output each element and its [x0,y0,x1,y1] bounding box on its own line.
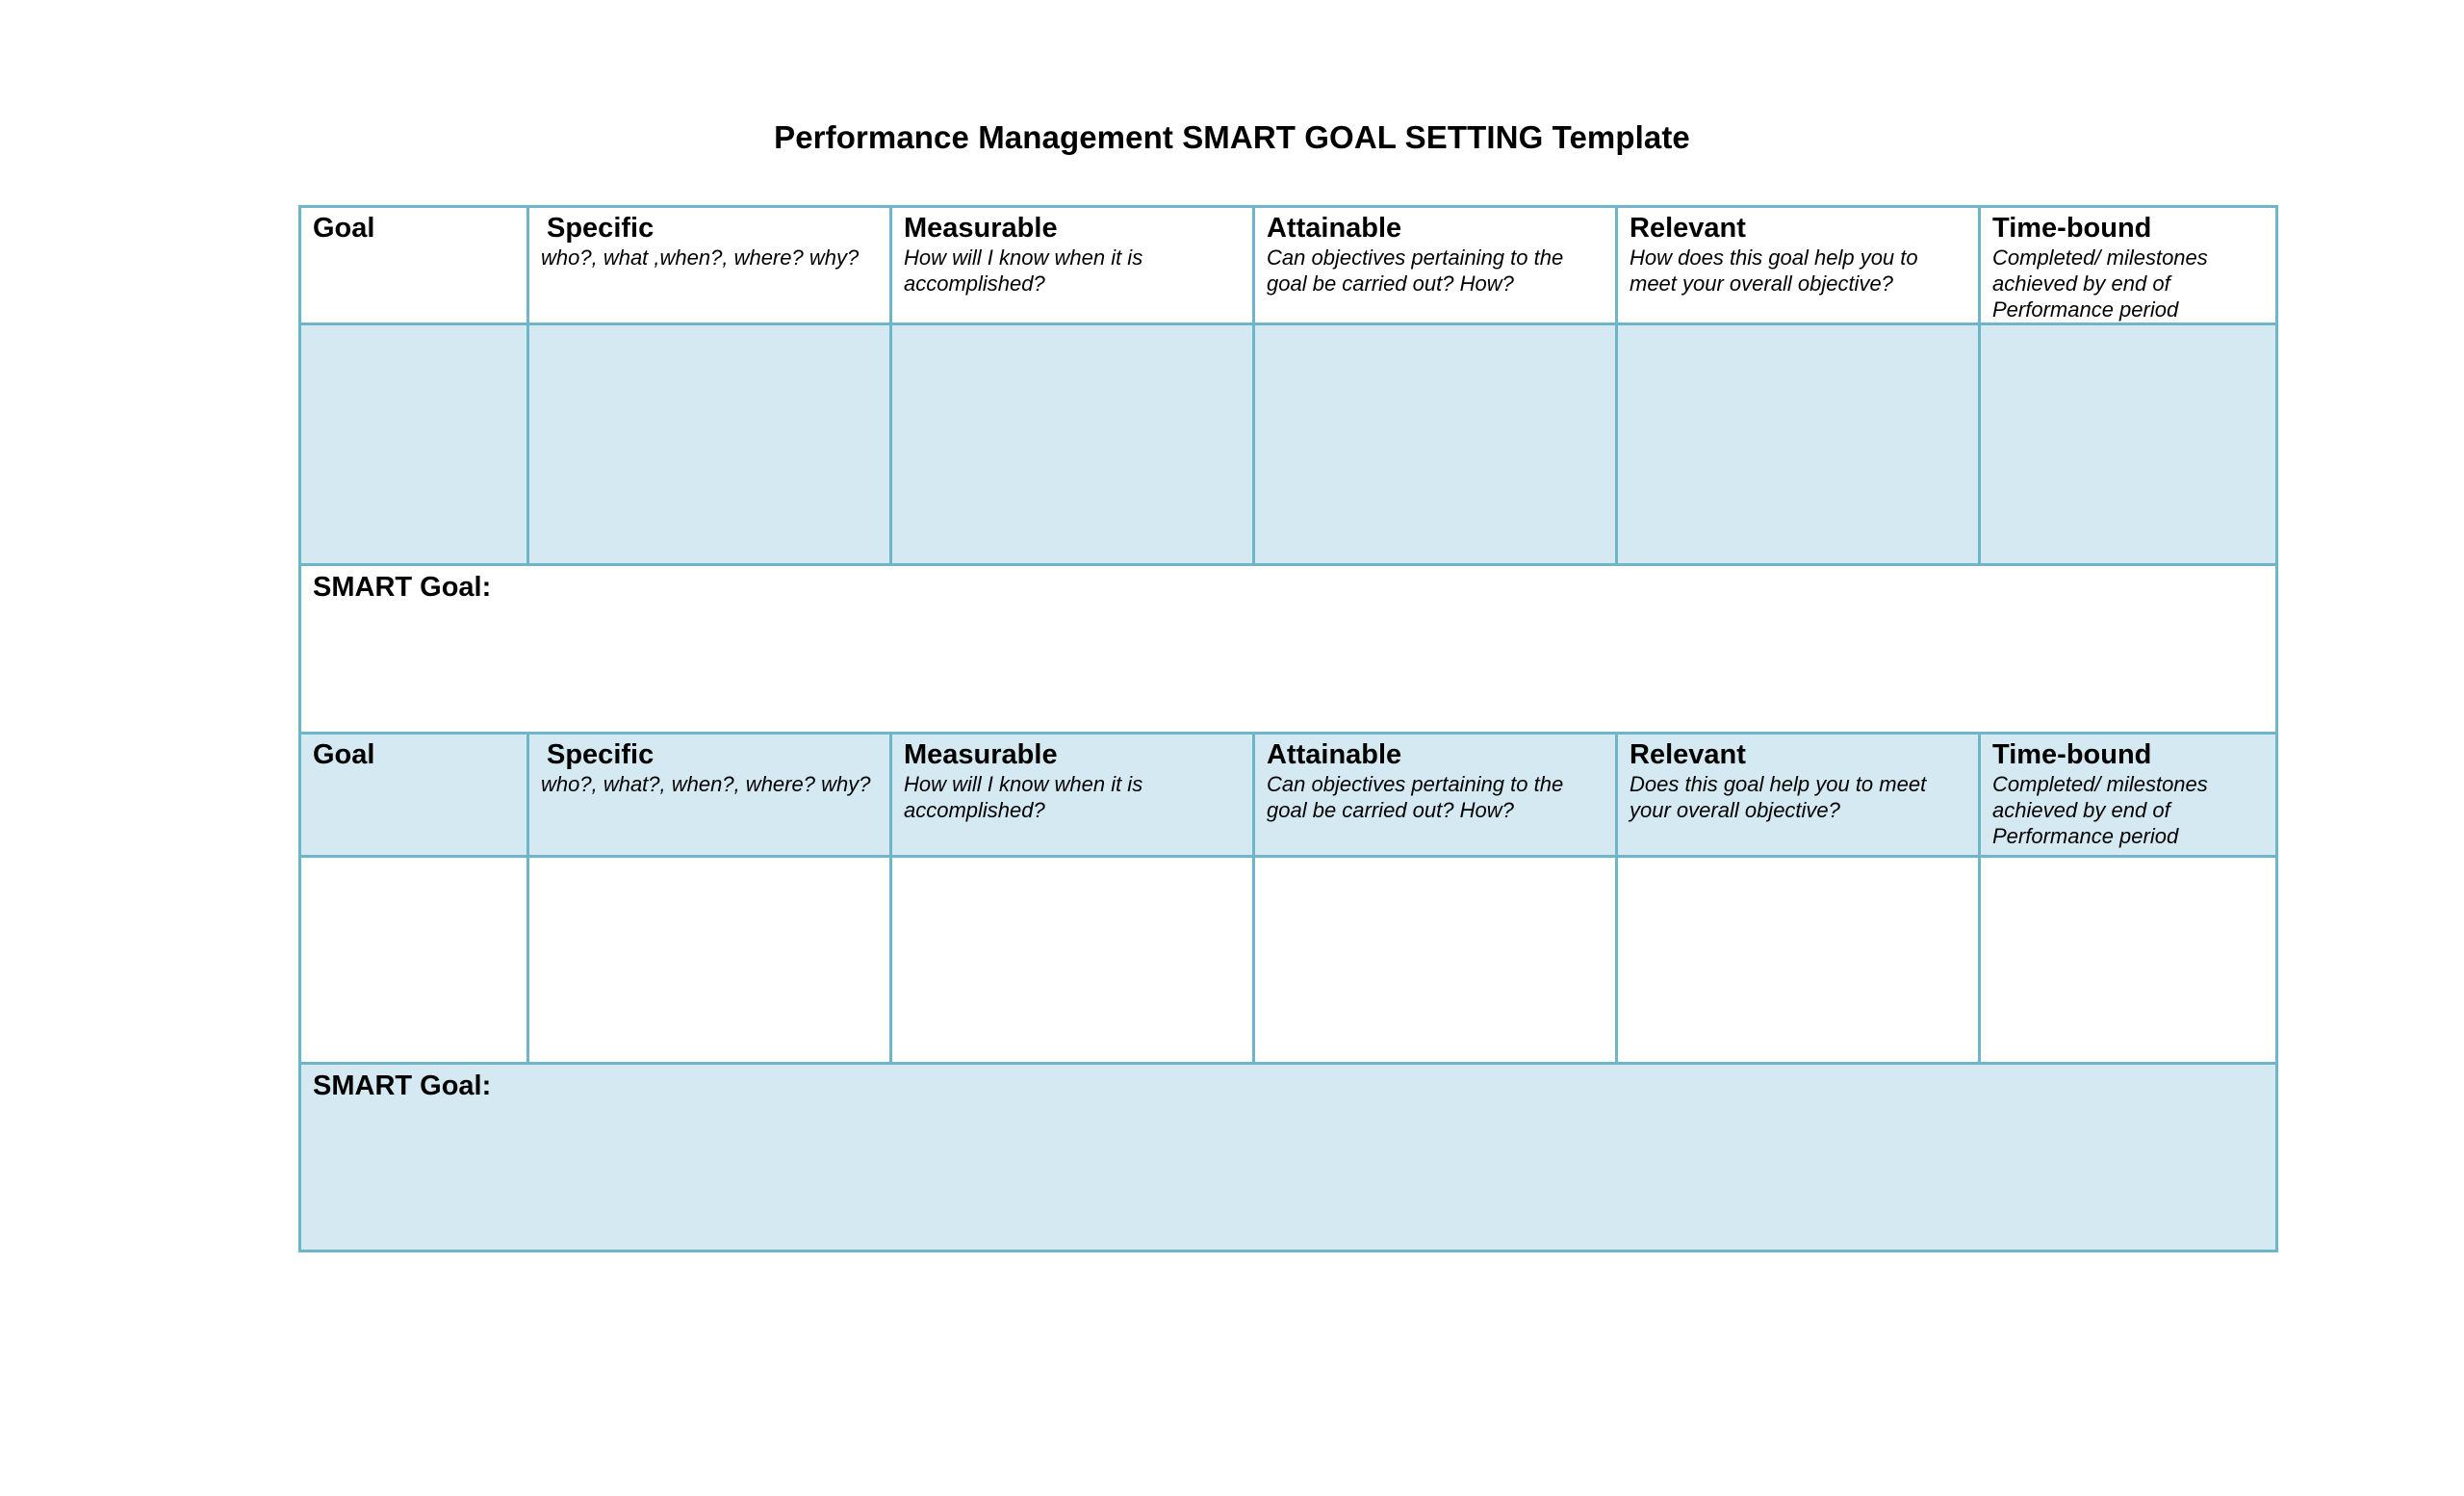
section2-attainable-cell[interactable] [1254,857,1617,1064]
smart-goal-label: SMART Goal: [313,1070,492,1101]
section1-header-row [300,207,2277,324]
section1-time-bound-cell[interactable] [1980,324,2277,565]
header-subtitle: How does this goal help you to meet your overall objective? [1630,245,1918,296]
header-title: Relevant [1630,739,1746,770]
header-title: Attainable [1267,739,1402,770]
header-subtitle: Does this goal help you to meet your overall objective? [1630,772,1927,822]
header-title: Specific [547,213,654,244]
section1-header-measurable [891,207,1254,324]
section2-time-bound-cell[interactable] [1980,857,2277,1064]
header-title: Specific [547,739,654,770]
section1-attainable-cell[interactable] [1254,324,1617,565]
header-title: Measurable [904,739,1058,770]
smart-goal-table [298,205,2278,1252]
header-title: Time-bound [1992,739,2152,770]
section1-smart-goal-cell[interactable] [300,565,2277,734]
section1-header-specific [528,207,891,324]
section1-specific-cell[interactable] [528,324,891,565]
section2-smart-goal-cell[interactable] [300,1064,2277,1251]
header-title: Goal [313,213,375,244]
section2-measurable-cell[interactable] [891,857,1254,1064]
header-subtitle: How will I know when it is accomplished? [904,772,1143,822]
section2-header-time-bound [1980,734,2277,857]
header-title: Goal [313,739,375,770]
section2-header-attainable [1254,734,1617,857]
header-subtitle: who?, what?, when?, where? why? [541,772,871,796]
header-subtitle: who?, what ,when?, where? why? [541,245,860,270]
section1-header-attainable [1254,207,1617,324]
section1-header-time-bound [1980,207,2277,324]
smart-goal-label: SMART Goal: [313,572,492,603]
section2-header-goal [300,734,528,857]
section2-entry-row [300,857,2277,1064]
header-title: Measurable [904,213,1058,244]
header-subtitle: Completed/ milestones achieved by end of Performance period [1992,245,2208,322]
section2-goal-cell[interactable] [300,857,528,1064]
header-subtitle: How will I know when it is accomplished? [904,245,1143,296]
section1-header-relevant [1617,207,1980,324]
section1-relevant-cell[interactable] [1617,324,1980,565]
section2-smart-goal-row [300,1064,2277,1251]
header-title: Attainable [1267,213,1402,244]
section2-header-relevant [1617,734,1980,857]
page-title: Performance Management SMART GOAL SETTING Template [774,119,1690,155]
section1-measurable-cell[interactable] [891,324,1254,565]
header-subtitle: Can objectives pertaining to the goal be carried out? How? [1267,245,1564,296]
header-title: Relevant [1630,213,1746,244]
header-subtitle: Completed/ milestones achieved by end of Performance period [1992,772,2208,848]
section2-relevant-cell[interactable] [1617,857,1980,1064]
section2-specific-cell[interactable] [528,857,891,1064]
header-subtitle: Can objectives pertaining to the goal be carried out? How? [1267,772,1564,822]
section2-header-specific [528,734,891,857]
section1-header-goal [300,207,528,324]
header-title: Time-bound [1992,213,2152,244]
section1-smart-goal-row [300,565,2277,734]
section2-header-measurable [891,734,1254,857]
section1-entry-row [300,324,2277,565]
section2-header-row [300,734,2277,857]
section1-goal-cell[interactable] [300,324,528,565]
